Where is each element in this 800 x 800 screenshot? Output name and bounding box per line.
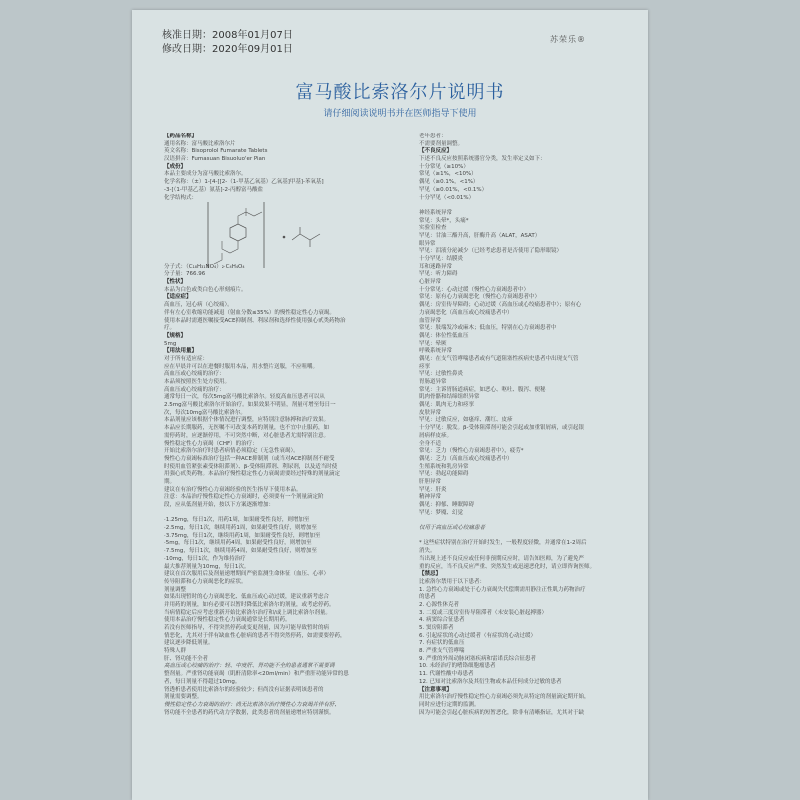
text-line: 段，应从低剂量开始，按以下方案逐渐增加： bbox=[164, 502, 275, 508]
text-line bbox=[419, 202, 641, 210]
text-line: 使用本品治疗慢性稳定性心力衰竭通常是长期用药。 bbox=[164, 617, 291, 624]
text-line: 通用名称：富马酸比索洛尔片 bbox=[164, 140, 236, 147]
section-heading: 【成份】 bbox=[164, 163, 187, 170]
text-line: 1. 急性心力衰竭或处于心力衰竭失代偿期需用静注正性肌力药物治疗 bbox=[419, 586, 586, 593]
text-line: 常见（≥1%，<10%） bbox=[419, 171, 477, 178]
section-heading: 【规格】 bbox=[164, 332, 187, 339]
text-line: 常见：原有心力衰竭恶化（慢性心力衰竭患者中） bbox=[419, 294, 541, 301]
text-line: 罕见：晕厥 bbox=[419, 340, 447, 347]
text-line: 本品须按照医生处方使用。 bbox=[164, 379, 231, 385]
text-line: 本品为白色或类白色心形刻痕片。 bbox=[164, 286, 247, 293]
text-line: 整剂量。严重肾功能衰竭（肌酐清除率<20ml/min）和严重肝功能异常的患 bbox=[164, 671, 349, 678]
text-line: 下述不良反应按照系统器官分类，发生率定义如下： bbox=[419, 156, 546, 163]
text-line: 仅用于高血压或心绞痛患者 bbox=[419, 525, 486, 532]
text-line: 痉挛 bbox=[419, 363, 431, 370]
text-line: 通常每日一次，每次5mg富马酸比索洛尔。轻度高血压患者可以从 bbox=[164, 394, 325, 401]
text-line: 罕见：过敏反应，如瘙痒、潮红、皮疹 bbox=[419, 417, 513, 424]
section-heading: 【不良反应】 bbox=[419, 148, 453, 155]
text-line: 期。 bbox=[164, 478, 176, 485]
text-line: 12. 已知对比索洛尔及其衍生物或本品任何成分过敏的患者 bbox=[419, 678, 562, 685]
text-line: 者，每日剂量不得超过10mg。 bbox=[164, 678, 241, 685]
text-line: 传导阻滞和心力衰竭恶化的症状。 bbox=[164, 578, 247, 585]
text-line: 皮肤异常 bbox=[419, 409, 442, 416]
text-line: ·5mg，每日1次，继续用药4周，如果耐受性良好，则增加至 bbox=[164, 540, 312, 547]
text-line: 因为可能会引起心脏疾病的短暂恶化，除非有清晰指证，尤其对于缺 bbox=[419, 709, 585, 716]
section-heading: 【注意事项】 bbox=[419, 686, 453, 693]
section-heading: 【药品名称】 bbox=[164, 133, 198, 139]
text-line: 应在早晨并可以在进餐时服用本品，用水整片送服，不应咀嚼。 bbox=[164, 363, 319, 370]
text-line: 罕见：过敏性鼻炎 bbox=[419, 371, 464, 378]
text-line: 十分常见：心动过缓（慢性心力衰竭患者中） bbox=[419, 286, 530, 293]
text-line: 情恶化，尤其对于伴有缺血性心脏病的患者不得突然停药，如需要要停药， bbox=[164, 632, 346, 639]
text-line: 慢性心力衰竭标准治疗包括一种ACE抑制剂（或当对ACE抑制剂不耐受 bbox=[164, 455, 335, 462]
text-line: 常见：头晕*，头痛* bbox=[419, 217, 469, 224]
text-line: 实验室检查 bbox=[419, 225, 447, 232]
text-line: 罕见：听力障碍 bbox=[419, 271, 458, 278]
text-line: 同时应进行定期的监测。 bbox=[419, 701, 480, 708]
text-line: 消失。 bbox=[419, 548, 436, 555]
text-line: 肌肉骨骼和结缔组织异常 bbox=[419, 394, 480, 401]
text-line: 化学名称：（±）1-[4-[[2-（1-甲基乙氧基）乙氧基]甲基]-苯氧基] bbox=[164, 179, 324, 186]
text-line: 剂量调整 bbox=[164, 586, 187, 593]
text-line: 8. 严重支气管哮喘 bbox=[419, 648, 465, 655]
text-line: 罕见（≥0.01%，<0.1%） bbox=[419, 186, 488, 193]
text-line: 建议在有治疗慢性心力衰竭经验的医生指导下使用本品。 bbox=[164, 486, 302, 493]
fumarate-structure-diagram bbox=[280, 222, 330, 252]
text-line: 如果出现暂时的心力衰竭恶化、低血压或心动过缓，建议重新考虑合 bbox=[164, 594, 330, 601]
text-line: 偶见：体位性低血压 bbox=[419, 332, 469, 339]
text-line: 9. 严重的外周动脉闭塞疾病和雷诺氏综合征患者 bbox=[419, 655, 536, 662]
text-line: 需停药时，应逐渐停用，不可突然中断，对心脏患者尤需特别注意。 bbox=[164, 432, 330, 439]
text-line: 本品主要成分为富马酸比索洛尔。 bbox=[164, 171, 247, 178]
section-heading: 【禁忌】 bbox=[419, 571, 442, 578]
text-line: 注意：本品治疗慢性稳定性心力衰竭时，必须要有一个剂量滴定阶 bbox=[164, 494, 324, 501]
text-line: 化学结构式： bbox=[164, 194, 198, 201]
text-line: 用强心甙类药物。本品治疗慢性稳定性心力衰竭需要经过特殊的剂量滴定 bbox=[164, 471, 341, 478]
text-line: 精神异常 bbox=[419, 494, 442, 501]
text-line: 偶见：抑郁、睡眠障碍 bbox=[419, 502, 475, 508]
section-heading: 【用法用量】 bbox=[164, 348, 198, 355]
text-line: 高血压或心绞痛的治疗： bbox=[164, 386, 225, 393]
text-line: 十分罕见：结膜炎 bbox=[419, 256, 464, 262]
text-line bbox=[419, 517, 641, 525]
text-line: 本品应长期服药，无医嘱不可改变本药的剂量，也不宜中止服药，如 bbox=[164, 425, 330, 432]
text-line: 罕见：甘油三酯升高，肝酶升高（ALAT，ASAT） bbox=[419, 232, 541, 239]
text-line: 肝胆异常 bbox=[419, 478, 442, 485]
text-line: 3. 二度或三度房室传导阻滞者（未安装心脏起搏器） bbox=[419, 609, 547, 616]
text-line: 屑病样皮疹。 bbox=[419, 432, 453, 439]
text-line: 4. 病窦综合征患者 bbox=[419, 617, 465, 624]
text-line: 并用药的剂量，如有必要可以暂时降低比索洛尔的剂量，或考虑停药。 bbox=[164, 601, 335, 608]
text-line: 高血压或心绞痛的治疗：轻、中度肝、肾功能不全的患者通常不需要调 bbox=[164, 663, 335, 670]
right-column bbox=[419, 133, 641, 797]
text-line: 不需要剂量调整。 bbox=[419, 140, 464, 147]
section-heading: 【性状】 bbox=[164, 279, 187, 286]
text-line: 10. 未经治疗的嗜铬细胞瘤患者 bbox=[419, 663, 496, 670]
text-line: 偶见：肌肉无力和痉挛 bbox=[419, 402, 475, 409]
text-line: 6. 引起症状的心动过缓者（有症状的心动过缓） bbox=[419, 632, 536, 639]
text-line: 十分常见（≥10%） bbox=[419, 163, 469, 170]
text-line: 的患者 bbox=[419, 594, 436, 601]
text-line: 眼异常 bbox=[419, 240, 436, 247]
text-line: 次，每次10mg富马酸比索洛尔。 bbox=[164, 409, 246, 416]
approve-date: 核准日期：2008年01月07日 bbox=[162, 30, 293, 41]
text-line: ·3.75mg，每日1次，继续用药1周，如果耐受性良好，则增加至 bbox=[164, 532, 321, 539]
text-line: 重的反应，当不良反应严重、突然发生或迅速恶化时，请立即咨询医师。 bbox=[419, 563, 596, 570]
text-line: 罕见：泪液分泌减少（已经考虑患者是否使用了隐形眼镜） bbox=[419, 248, 563, 255]
text-line: 分子量：766.96 bbox=[164, 271, 206, 278]
text-line: 5mg bbox=[164, 340, 177, 347]
text-line: 对于所有适应症： bbox=[164, 355, 209, 362]
text-line: 疗。 bbox=[164, 325, 176, 332]
text-line: 偶见：房室传导障碍；心动过缓（高血压或心绞痛患者中）；原有心 bbox=[419, 302, 582, 309]
text-line: 高血压，冠心病（心绞痛）。 bbox=[164, 302, 233, 309]
text-line: 常见：乏力（慢性心力衰竭患者中），疲劳* bbox=[419, 448, 524, 455]
text-line: 建议逐步降低剂量。 bbox=[164, 640, 214, 647]
text-line: 最大推荐剂量为10mg，每日1次。 bbox=[164, 563, 250, 570]
bisoprolol-structure-diagram bbox=[200, 200, 272, 270]
text-line: 英文名称：Bisoprolol Fumarate Tablets bbox=[164, 148, 268, 155]
document-title: 富马酸比索洛尔片说明书 bbox=[295, 82, 505, 103]
text-line: 2. 心源性休克者 bbox=[419, 601, 459, 608]
text-line: ·1.25mg，每日1次，用药1周，如果耐受性良好，则增加至 bbox=[164, 517, 310, 524]
text-line: * 这些症状特别在治疗开始时发生，一般程度轻微，并通常在1-2周后 bbox=[419, 540, 587, 547]
text-line: 高血压或心绞痛的治疗： bbox=[164, 371, 225, 378]
text-line: 剂量需要调整。 bbox=[164, 694, 203, 701]
text-line: 用比索洛尔治疗慢性稳定性心力衰竭必须先从特定的剂量滴定期开始， bbox=[419, 694, 590, 701]
text-line: 十分罕见（<0.01%） bbox=[419, 194, 475, 201]
text-line: 心脏异常 bbox=[419, 279, 442, 286]
text-line: 2.5mg富马酸比索洛尔开始治疗。如果效果不明显，剂量可增至每日一 bbox=[164, 402, 336, 409]
text-line: 耳和迷路异常 bbox=[419, 263, 453, 270]
text-line: 老年患者： bbox=[419, 133, 447, 139]
text-line: 本品剂量应该根据个体情况进行调整，应特别注意脉搏和治疗效果。 bbox=[164, 417, 330, 424]
text-line: 慢性稳定性心力衰竭（CHF）的治疗： bbox=[164, 440, 258, 447]
text-line: 5. 窦房阻滞者 bbox=[419, 625, 454, 631]
text-line: 常见：主诉胃肠道病症，如恶心、呕吐、腹泻、便秘 bbox=[419, 386, 546, 393]
text-line: -3-[（1-甲基乙基）氨基]-2-丙醇富马酸盐 bbox=[164, 186, 263, 193]
text-line: 肝、肾功能不全者 bbox=[164, 655, 209, 662]
text-line: 肾透析患者使用比索洛尔的经验较少；但尚没有证据表明该患者的 bbox=[164, 686, 324, 693]
text-line: ·7.5mg，每日1次，继续用药4周，如果耐受性良好，则增加至 bbox=[164, 548, 317, 555]
text-line: ·2.5mg，每日1次，继续用药1周，如果耐受性良好，则增加至 bbox=[164, 525, 317, 532]
text-line: 当病情稳定后应考虑重新开始比索洛尔治疗和/或上调比索洛尔剂量。 bbox=[164, 609, 331, 616]
text-line: 胃肠道异常 bbox=[419, 379, 447, 385]
text-line: 罕见：勃起功能障碍 bbox=[419, 471, 469, 478]
text-line: 罕见：肝炎 bbox=[419, 486, 447, 493]
text-line: 当出现上述不良反应或任何非预期反应时，请告知医师，为了避免严 bbox=[419, 555, 585, 562]
text-line: 慢性稳定性心力衰竭的治疗：尚无比索洛尔治疗慢性心力衰竭并伴有肝、 bbox=[164, 701, 341, 708]
text-line: 全身不适 bbox=[419, 440, 442, 447]
text-line: 血管异常 bbox=[419, 317, 442, 324]
text-line: 汉语拼音：Fumasuan Bisuoluo'er Pian bbox=[164, 156, 266, 163]
text-line: ·10mg，每日1次，作为维持治疗 bbox=[164, 555, 246, 562]
section-heading: 【适应症】 bbox=[164, 294, 192, 301]
brand-logo: 苏荣乐® bbox=[550, 35, 586, 44]
text-line: 时使用血管紧张素受体阻滞剂）、β-受体阻滞剂、利尿剂，以及适当时使 bbox=[164, 463, 338, 470]
text-line: 十分罕见：脱发。β-受体阻滞剂可能会引起或加重银屑病，或引起银 bbox=[419, 425, 584, 432]
text-line: 生殖系统和乳房异常 bbox=[419, 463, 469, 470]
text-line: 使用本品时需遵医嘱接受ACE抑制剂、利尿剂和选择性使用强心甙类药物治 bbox=[164, 317, 346, 324]
text-line: 偶见：在支气管哮喘患者或有气道阻塞性疾病史患者中出现支气管 bbox=[419, 355, 579, 362]
text-line: 力衰竭恶化（高血压或心绞痛患者中） bbox=[419, 309, 513, 316]
text-line: 偶见：乏力（高血压或心绞痛患者中） bbox=[419, 455, 513, 462]
text-line: 常见：肢端发冷或麻木；低血压，特别在心力衰竭患者中 bbox=[419, 325, 557, 332]
text-line: 开始比索洛尔治疗时患者病情必须稳定（无急性衰竭）。 bbox=[164, 448, 299, 455]
revise-date: 修改日期：2020年09月01日 bbox=[162, 43, 293, 55]
text-line: 7. 有症状的低血压 bbox=[419, 640, 465, 647]
text-line: 偶见（≥0.1%，<1%） bbox=[419, 179, 479, 186]
approval-dates bbox=[162, 29, 293, 56]
text-line: 罕见：梦魇、幻觉 bbox=[419, 509, 464, 516]
text-line: 伴有左心室收缩功能减退（射血分数≤35%）的慢性稳定性心力衰竭。 bbox=[164, 309, 335, 316]
text-line: 呼吸系统异常 bbox=[419, 348, 453, 355]
text-line: 11. 代谢性酸中毒患者 bbox=[419, 671, 474, 678]
document-subtitle: 请仔细阅读说明书并在医师指导下使用 bbox=[323, 109, 477, 119]
text-line: 神经系统异常 bbox=[419, 209, 453, 216]
text-line: 比索洛尔禁用于以下患者： bbox=[419, 578, 486, 585]
text-line: 若没有医师指导，不得突然停药或变更剂量，因为可能导致暂时的病 bbox=[164, 625, 330, 631]
text-line: 特殊人群 bbox=[164, 648, 187, 655]
text-line: 建议在首次服用后及剂量递增期间严密监测生命体征（血压、心率） bbox=[164, 571, 330, 578]
text-line: 肾功能不全患者的药代动力学数据，此类患者的剂量递增应特别谨慎。 bbox=[164, 709, 335, 716]
text-line: 分子式：（C₁₈H₃₁NO₄）₂·C₄H₄O₄ bbox=[164, 263, 245, 270]
